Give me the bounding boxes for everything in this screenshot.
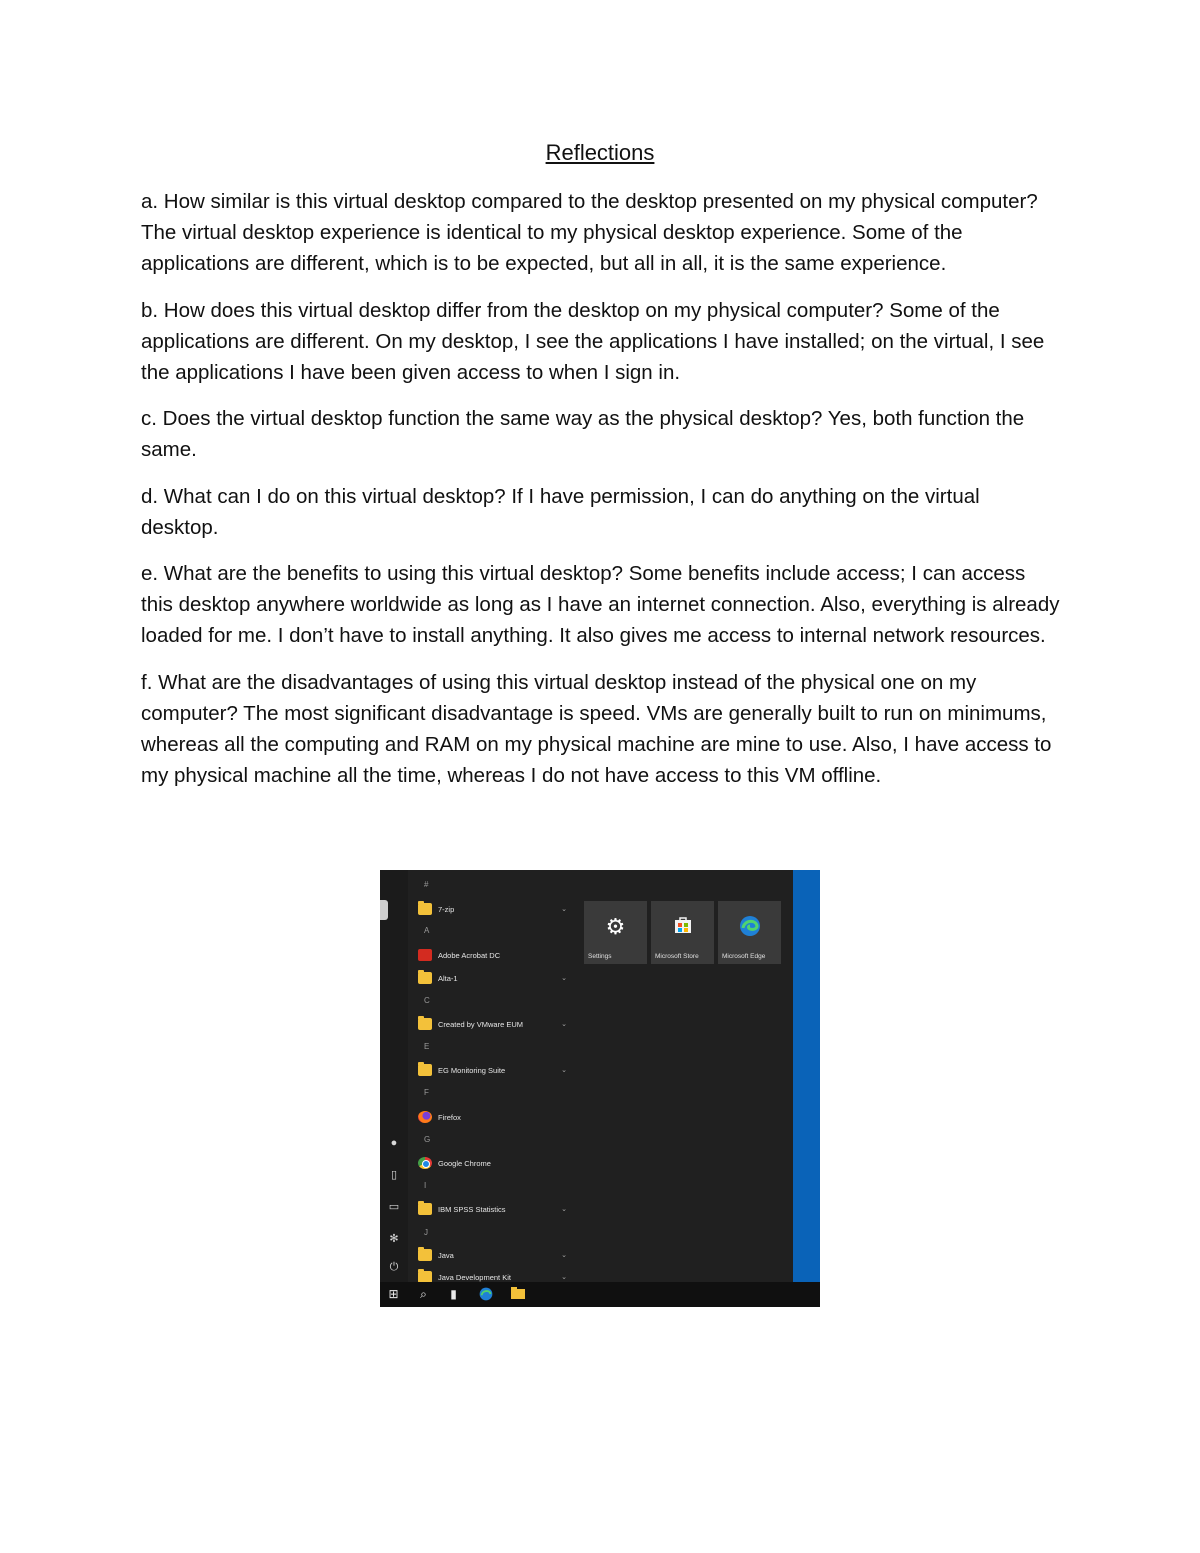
section-letter[interactable]: C [424, 996, 430, 1005]
app-label: Google Chrome [438, 1159, 491, 1168]
app-item[interactable] [410, 1200, 575, 1220]
folder-icon [418, 1271, 432, 1282]
app-label: EG Monitoring Suite [438, 1066, 506, 1075]
firefox-icon [418, 1111, 432, 1123]
section-letter[interactable]: A [424, 926, 430, 935]
app-label: Firefox [438, 1113, 461, 1122]
app-list [410, 870, 575, 1282]
paragraph-e: e. What are the benefits to using this virtual desktop? Some benefits include access; I can access this desktop anywhere worldwide as long as I have an internet connection. Also, everything is already loaded for me. I don’t have to install anything. It also gives me access to internal network resources. [141, 562, 1060, 647]
folder-icon [418, 1018, 432, 1030]
gear-icon[interactable]: ✻ [389, 1233, 399, 1245]
chevron-down-icon: ⌄ [561, 1206, 567, 1213]
task-view-icon[interactable]: ▮ [450, 1287, 457, 1301]
power-icon[interactable]: ⏻ [389, 1261, 399, 1273]
folder-icon [418, 972, 432, 984]
store-icon [651, 915, 714, 940]
document-icon[interactable]: ▯ [390, 1169, 398, 1181]
app-label: Java Development Kit [438, 1273, 511, 1282]
expand-menu-icon[interactable] [380, 900, 388, 920]
section-letter[interactable]: # [424, 880, 429, 889]
chevron-down-icon: ⌄ [561, 1021, 567, 1028]
chrome-icon [418, 1157, 432, 1169]
acrobat-icon [418, 949, 432, 961]
app-label: Java [438, 1251, 454, 1260]
edge-icon [718, 915, 781, 942]
paragraph-b: b. How does this virtual desktop differ from the desktop on my physical computer? Some of the applications are different. On my desktop, I see the applications I have installed; on the virtual, I see the applications I have been given access to when I sign in. [141, 298, 1045, 384]
pictures-icon[interactable]: ▭ [388, 1201, 400, 1213]
search-icon[interactable]: ⌕ [420, 1287, 427, 1301]
app-item[interactable] [410, 969, 575, 989]
app-item[interactable] [410, 900, 575, 920]
app-item[interactable] [410, 1246, 575, 1266]
chevron-down-icon: ⌄ [561, 1067, 567, 1074]
app-item[interactable] [410, 1015, 575, 1035]
chevron-down-icon: ⌄ [561, 1274, 567, 1281]
app-label: Adobe Acrobat DC [438, 951, 501, 960]
app-label: 7-zip [438, 905, 455, 914]
chevron-down-icon: ⌄ [561, 975, 567, 982]
document-title: Reflections [545, 140, 655, 165]
app-item[interactable] [410, 1154, 575, 1174]
tile-microsoft-edge[interactable] [718, 901, 781, 964]
paragraph-d: d. What can I do on this virtual desktop? If I have permission, I can do anything on the virtual desktop. [141, 484, 980, 539]
gear-icon: ⚙ [605, 914, 626, 939]
app-item[interactable] [410, 1268, 575, 1282]
file-explorer-icon[interactable] [510, 1287, 525, 1302]
section-letter[interactable]: J [424, 1228, 428, 1237]
app-label: Created by VMware EUM [438, 1020, 524, 1029]
section-letter[interactable]: E [424, 1042, 430, 1051]
tile-label: Settings [588, 953, 612, 960]
tile-label: Microsoft Store [655, 953, 699, 960]
section-letter[interactable]: I [424, 1181, 427, 1190]
paragraph-a: a. How similar is this virtual desktop compared to the desktop presented on my physical computer? The virtual desktop experience is identical to my physical desktop experience. Some of the applications are different, which is to be expected, but all in all, it is the same experience. [141, 190, 1038, 275]
tile-label: Microsoft Edge [722, 953, 766, 960]
desktop-background [793, 870, 820, 1282]
user-icon[interactable]: ● [390, 1137, 398, 1149]
edge-taskbar-icon[interactable] [478, 1287, 493, 1302]
app-label: Alta-1 [438, 974, 458, 983]
section-letter[interactable]: G [424, 1135, 431, 1144]
folder-icon [418, 1203, 432, 1215]
chevron-down-icon: ⌄ [561, 906, 567, 913]
app-item[interactable] [410, 1061, 575, 1081]
windows-start-icon[interactable]: ⊞ [388, 1287, 399, 1301]
section-letter[interactable]: F [424, 1088, 429, 1097]
taskbar [380, 1282, 820, 1307]
tile-settings[interactable] [584, 901, 647, 964]
folder-icon [418, 903, 432, 915]
app-item[interactable] [410, 1108, 575, 1128]
start-menu-rail [380, 870, 408, 1282]
paragraph-f: f. What are the disadvantages of using this virtual desktop instead of the physical one on my computer? The most significant disadvantage is speed. VMs are generally built to run on minimums, whereas all the computing and RAM on my physical machine are mine to use. Also, I have access to my physical machine all the time, whereas I do not have access to this VM offline. [141, 670, 1052, 787]
folder-icon [418, 1064, 432, 1076]
folder-icon [418, 1249, 432, 1261]
paragraph-c: c. Does the virtual desktop function the same way as the physical desktop? Yes, both function the same. [141, 407, 1025, 461]
document-body [141, 186, 1061, 806]
tile-microsoft-store[interactable] [651, 901, 714, 964]
chevron-down-icon: ⌄ [561, 1252, 567, 1259]
start-menu-screenshot [380, 870, 820, 1307]
app-label: IBM SPSS Statistics [438, 1205, 506, 1214]
app-item[interactable] [410, 946, 575, 966]
